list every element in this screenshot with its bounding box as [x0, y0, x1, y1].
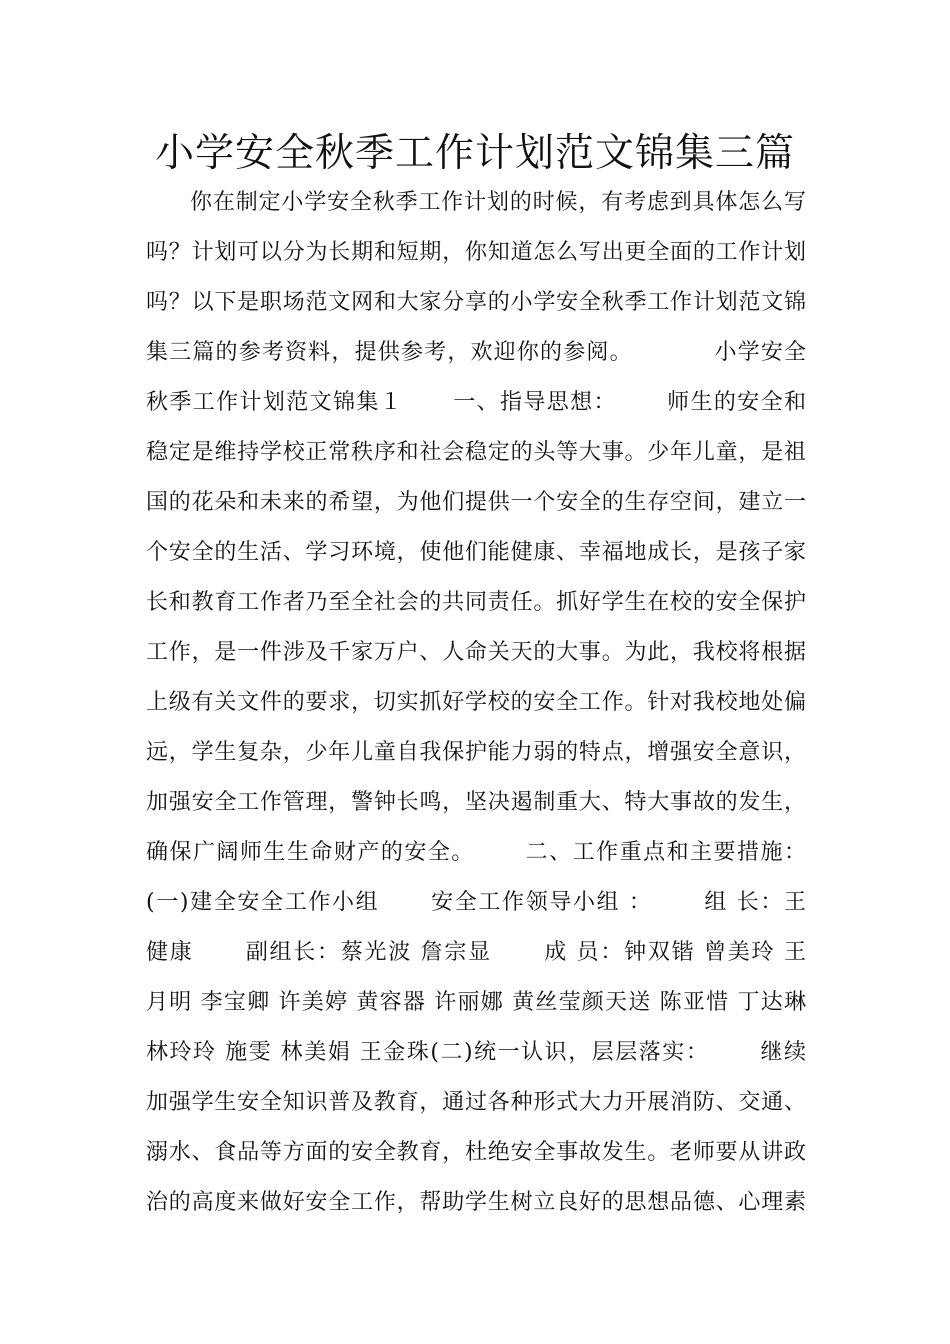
body-line: (一)建全安全工作小组 安全工作领导小组 ： 组 长：王: [146, 890, 806, 915]
body-line: 加强学生安全知识普及教育，通过各种形式大力开展消防、交通、: [146, 1090, 806, 1115]
body-line: 治的高度来做好安全工作，帮助学生树立良好的思想品德、心理素: [146, 1190, 806, 1215]
body-line: 吗？计划可以分为长期和短期，你知道怎么写出更全面的工作计划: [146, 240, 806, 265]
body-line: 集三篇的参考资料，提供参考，欢迎你的参阅。 小学安全: [146, 340, 806, 365]
body-line: 你在制定小学安全秋季工作计划的时候，有考虑到具体怎么写: [190, 190, 806, 215]
body-line: 溺水、食品等方面的安全教育，杜绝安全事故发生。老师要从讲政: [146, 1140, 806, 1165]
body-line: 秋季工作计划范文锦集１ 一、指导思想： 师生的安全和: [146, 390, 806, 415]
body-line: 月明 李宝卿 许美婷 黄容器 许丽娜 黄丝莹颜天送 陈亚惜 丁达琳: [146, 990, 806, 1015]
body-line: 吗？以下是职场范文网和大家分享的小学安全秋季工作计划范文锦: [146, 290, 806, 315]
body-line: 远，学生复杂，少年儿童自我保护能力弱的特点，增强安全意识，: [146, 740, 806, 765]
body-line: 林玲玲 施雯 林美娟 王金珠(二)统一认识，层层落实： 继续: [146, 1040, 806, 1065]
body-line: 上级有关文件的要求，切实抓好学校的安全工作。针对我校地处偏: [146, 690, 806, 715]
body-line: 个安全的生活、学习环境，使他们能健康、幸福地成长，是孩子家: [146, 540, 806, 565]
document-title: 小学安全秋季工作计划范文锦集三篇: [154, 131, 795, 176]
body-line: 工作，是一件涉及千家万户、人命关天的大事。为此，我校将根据: [146, 640, 806, 665]
body-line: 长和教育工作者乃至全社会的共同责任。抓好学生在校的安全保护: [146, 590, 806, 615]
body-line: 加强安全工作管理，警钟长鸣，坚决遏制重大、特大事故的发生，: [146, 790, 806, 815]
body-line: 稳定是维持学校正常秩序和社会稳定的头等大事。少年儿童，是祖: [146, 440, 806, 465]
body-line: 确保广阔师生生命财产的安全。 二、工作重点和主要措施：: [146, 840, 806, 865]
body-line: 健康 副组长：蔡光波 詹宗显 成 员：钟双锴 曾美玲 王: [146, 940, 806, 965]
body-line: 国的花朵和未来的希望，为他们提供一个安全的生存空间，建立一: [146, 490, 806, 515]
document-body: [146, 178, 806, 1228]
